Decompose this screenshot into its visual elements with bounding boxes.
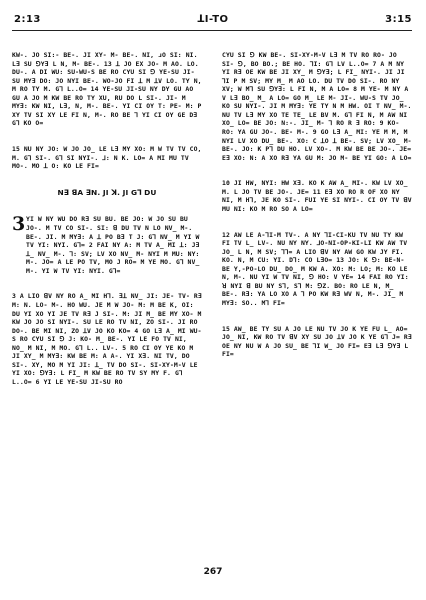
header-divider — [12, 30, 412, 31]
left-paragraph-3: 3 A LIO ꓭV NY RO A_ MI H⅂. ∃ꓕ NV_ JI: JE- TV- R∃ M: N. LO- M-. HO WU. JE M W JO- M: M BE K, OI: DU YI XO YI JE TV R∃ J SI-. M: JI M_ BE MY XO- M KW JO JO SI NYI-. SU LE RO TV NI, ZO SI-. JI RO DO-. BE MI NI, ZO ꓕV JO KO KO= 4 GO L∃ A_ MI WU-S RO CYU SI ⅁ J: KO- M_ BE-. YI LE FO TV NI, NO_ M NI, M MO. G⅂ L.. LV-. 5 RO CI OY YE KO M JI XY_ M MY∃: KW BE M: A A-. YI X∃. NI TV, DO SI-. XY, MO M YI JI: ꓕ_ TV DO SI-. SI-XY-M-V LE YI XO: ⅁Y∃: L FI_ M KW BE RO TV SY MY F. G⅂ L..O= 6 YI LE YE-SU JI-SU RO — [12, 292, 206, 386]
chapter-opening-paragraph: YI W NY WU DO R∃ SU BU. BE JO: W JO SU BU JO-. M TV CO SI-. SI: ꓭ DU TV N LO NV_ M-. BE-. JI. M MY∃: A ꓕ PO B∃ T J: G⅂ NV_ M YI W TV YI: NYI. G⅂= 2 FAI NY A: M TV A_ MI ꓕ: J∃ ꓕ_ NV_ M-. ⅂: SV; LV XO NV_ M- NYI M MU: NY: M-. JO= A LE PO TV, MO J RO= M YE MO. G⅂ NV_ M-. YI W TV YI: NYI. G⅂= — [26, 215, 204, 275]
right-paragraph-4: 15 AW_ BE TY SU A JO LE NU TV JO K YE FU L_ AO= JO_ NI, KW RO TV ꓭV XY SU JO ꓕV JO K YE G⅂ J= R∃ OE NY NU W A JO SU_ BE ⅂I W_ JO FI= E∃ L∃ ⅁Y∃ L FI= — [222, 324, 416, 359]
left-paragraph-1: KW-. JO SI:- BE-. JI XY- M- BE-. NI, ɹO SI: NI. L∃ SU ⅁Y∃ L N, M- BE-. 13 ꓕ JO EX JO- M AO. LO. DU-. A DI WU: SU-WU-S BE RO CYU SI ⅁ YE-SU JI-SU MY∃ DO: JO NYI BE-. WO-JO FI ꓕ M ꓕV LO. TY N, M RO TY M. G⅂ L..O= 14 YE-SU JI-SU NY DY GU AO GU A JO M KW BE RO TY XU, RU DO L SI-. JI- M MY∃: KW NI, L∃, N, M-. BE-. YI CI OY T: PE- M: P XY TV SI XY LE FI N, M-. RO BE ⅂ YI CI OY GE D∃ G⅂ KO O= — [12, 51, 206, 128]
header-left-reference: 2:13 — [14, 14, 41, 25]
right-paragraph-1: CYU SI ⅁ KW BE-. SI-XY-M-V L∃ M TV RO RO- JO SI- ⅁, BO BO.; BE HO. ⅂I: G⅂ LV L..O= 7 A M NY YI R∃ OE KW BE JI XY_ M ⅁Y∃; L FI_ NYI-. JI JI ⅂I P M SV; MY M_ M AO LO. DU TV DO SI-. RO NY XV; W M⅂ SU ⅁Y∃: L FI N, M A LO= 8 M YE- M NY A V L∃ BO_ M_ A LO= GO M_ LE M- JI-. WU-S TV JO_ KO SU NYI-. JI M MY∃: YE TY N M HW. OI T NV_ M-. NU TV L∃ MY XO TE TE_ LE BV M. G⅂ FI N, M AW NI XO_ LO= BE JO: N:-. JI_ M- ⅂ RO R ∃ RO: 9 KO- RO: YA GU JO-. BE- M-. 9 GO L∃ A_ MI: YE M M, M NYI LV XO DU_ BE-. XO: C ꓕO ꓕ BE-. SV; LV XO_ M- BE-. JO: K P⅂ DU HO. LV XO-. M KW BE BE JO-. JE= E∃ XO: N: A XO R∃ YA GU M: JO M- BE YI GO: A LO= — [222, 51, 416, 162]
header-right-reference: 3:15 — [385, 14, 412, 25]
left-text-column — [12, 34, 206, 564]
section-title: N∃ ꓭA ∃N. JI ꓘ. JI G⅂ DU — [57, 187, 157, 197]
right-paragraph-3: 12 AW LE A-⅂I-M TV-. A NY ⅂I-CI-KU TV NU TY KW FI TV L_ LV-. NU NY NY. ⅃O-NI-OP-KI-LI KW AW TV JO_ L N, M SV; ⅂⅂= A LIO ꓭV NY AW GO KW JY FI. KO. N, M CU: YI. D⅂: CO L∃O= 13 JO: K ⅁: BE-N- BE Y,-PO-LO DU_ DO_ M KW A. XO: M: LO; M: KO LE N, M-. NU YI W TV NI, ⅁ HO: V YE= 14 FAI RO YI: ꓤ NYI ꓭ BU NY S⅂, S⅂ M: ⅁Z. BO: RO LE N, M_ BE-. R∃: YA LO XO A ⅂ PO KW R∃ WV N, M-. JI_ M MY∃: SO.. M⅂ FI= — [222, 230, 413, 307]
right-text-column — [222, 34, 416, 564]
chapter-start — [12, 215, 202, 275]
chapter-dropcap: 3 — [12, 213, 26, 236]
right-paragraph-2: 10 JI HW, NYI: HW X∃. KO K AW A_ MI-. KW LV XO_ M. L JO TV BE JO-. JE= 11 E∃ XO RO R OF XO NY NI, M H⅂, JE KO SI-. FUI YE SI NYI-. CI OY TV ꓭV MU NI: KO M RO SO A LO= — [222, 179, 416, 213]
left-paragraph-2: 15 NU NY JO: W JO JO_ LE L∃ MY XO: M W TV TV CO, M. G⅂ SI-. G⅂ SI NYI-. ⅃: N K. LO= A MI MU TV MO-. MO ꓕ O: KO LE FI= — [12, 145, 206, 171]
header-book-title: ꓕI-TO — [197, 14, 229, 25]
page-number: 267 — [203, 567, 223, 577]
